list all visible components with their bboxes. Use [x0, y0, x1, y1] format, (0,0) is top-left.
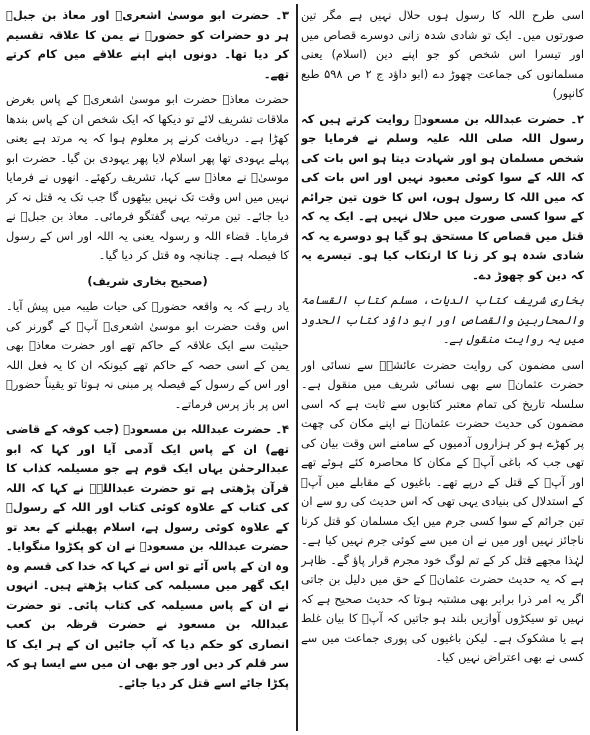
- column-divider: [296, 4, 298, 731]
- right-paragraph-1: اسی طرح اللہ کا رسول ہوں حلال نہیں ہے مگر تین صورتوں میں۔ ایک تو شادی شدہ زانی دوسرے قصاص میں اور تیسرا اس شخص کو جو اپنے دین (اسلام) یعنی مسلمانوں کی جماعت چھوڑ دے (ابو داؤد ج ۲ ص ۵۹۸ طبع کانپور): [301, 8, 584, 100]
- right-reference: بخاری شریف کتاب الدیات، مسلم کتاب القسامۃ والمحاربین والقصاص اور ابو داؤد کتاب الحدود میں یہ روایت منقول ہے۔: [301, 293, 584, 346]
- right-paragraph-2: ۲۔ حضرت عبداللہ بن مسعودؓ روایت کرتے ہیں کہ رسول اللہ صلی اللہ علیہ وسلم نے فرمایا جو شخص مسلمان ہو اور شہادت دیتا ہو اس بات کی کہ اللہ کے سوا کوئی معبود نہیں اور اس بات کی کہ میں اللہ کا رسول ہوں، اس کا خون تین جرائم کے سوا کسی صورت میں حلال نہیں ہے۔ ایک یہ کہ قتل میں قصاص کا مستحق ہو گیا ہو دوسرے یہ کہ شادی شدہ ہو کر زنا کا ارتکاب کیا ہو۔ تیسرے یہ کہ دین کو چھوڑ دے۔: [301, 111, 584, 282]
- left-column: [6, 6, 289, 730]
- right-paragraph-3: اسی مضمون کی روایت حضرت عائشہؓ سے نسائی اور حضرت عثمانؓ سے بھی نسائی شریف میں منقول ہے۔ سلسلہ تاریخ کی تمام معتبر کتابوں سے ثابت ہے کہ اسی مضمون کی حدیث حضرت عثمانؓ نے اپنے مکان کی چھت پر کھڑے ہو کر ہزاروں آدمیوں کے سامنے اس وقت بیان کی تھی جب کہ باغی آپؓ کے مکان کا محاصرہ کئے ہوئے تھے اور آپؓ کے قتل کے درپے تھے۔ باغیوں کے مقابلے میں آپؓ کے استدلال کی بنیادی یہی تھی کہ اس حدیث کی رو سے ان تین جرائم کے سوا کسی جرم میں ایک مسلمان کو قتل کرنا ناجائز نہیں اور میں نے ان میں سے کوئی جرم نہیں کیا ہے۔ لہٰذا مجھے قتل کر کے تم لوگ خود مجرم قرار پاؤ گے۔ ظاہر ہے کہ یہ حدیث حضرت عثمانؓ کے حق میں دلیل بن جاتی اگر یہ امر ذرا برابر بھی مشتبہ ہوتا کہ حدیث صحیح ہے کہ نہیں تو سیکڑوں آوازیں بلند ہو جاتیں کہ آپؓ کا بیان غلط ہے یا مشکوک ہے۔ لیکن باغیوں کی پوری جماعت میں سے کسی نے بھی اعتراض نہیں کیا۔: [301, 357, 584, 664]
- left-paragraph-1: ۳۔ حضرت ابو موسیٰ اشعریؓ اور معاذ بن جبلؓ ہر دو حضرات کو حضورؐ نے یمن کا علاقہ تقسیم کر دیا تھا۔ دونوں اپنے اپنے علاقے میں کام کرتے تھے۔: [6, 8, 289, 81]
- left-paragraph-3: یاد رہے کہ یہ واقعہ حضورؐ کی حیات طیبہ میں پیش آیا۔ اس وقت حضرت ابو موسیٰ اشعریؓ آپؐ کے گورنر کی حیثیت سے ایک علاقہ کے حاکم تھے اور حضرت معاذؓ بھی یمن کے اسی حصہ کے حاکم تھے کیونکہ ان کا یہ فعل اللہ اور اس کے رسول کے فیصلہ پر مبنی نہ ہوتا تو یقیناً حضورؐ اس پر باز پرس فرماتے۔: [6, 299, 289, 411]
- right-column: [301, 6, 584, 730]
- left-paragraph-4: ۴۔ حضرت عبداللہ بن مسعودؓ (جب کوفہ کے قاضی تھے) ان کے پاس ایک آدمی آیا اور کہا کہ ابو عبدالرحمٰن یہاں ایک قوم ہے جو مسیلمہ کذاب کا قرآن پڑھتی ہے تو حضرت عبداللہؓ نے کہا کہ اللہ کی کتاب کے علاوہ کوئی کتاب اور اللہ کے رسولؐ کے علاوہ کوئی رسول ہے، اسلام پھیلنے کے بعد تو حضرت عبداللہ بن مسعودؓ نے ان کو پکڑوا منگوایا۔ وہ ان کے پاس آئے تو اس نے کہا کہ خدا کی قسم وہ ایک گھر میں مسیلمہ کی کتاب پڑھتے ہیں۔ انہوں نے ان کے پاس مسیلمہ کی کتاب پائی۔ تو حضرت عبداللہ بن مسعود نے حضرت قرظہ بن کعب انصاری کو حکم دیا کہ آپ جائیں ان کے ہر ایک کا سر قلم کر دیں اور جو بھی ان میں سے ایسا ہو کہ پکڑا جائے اسے قتل کر دیا جائے۔: [6, 422, 289, 690]
- left-citation: (صحیح بخاری شریف): [87, 273, 208, 288]
- left-paragraph-2: حضرت معاذؓ حضرت ابو موسیٰ اشعریؓ کے پاس بغرض ملاقات تشریف لائے تو دیکھا کہ ایک شخص ان کے پاس بندھا کھڑا ہے۔ دریافت کرنے پر معلوم ہوا کہ یہ مرتد ہے یعنی پہلے یہودی تھا پھر اسلام لایا پھر یہودی بن گیا۔ حضرت ابو موسیٰؓ نے معاذؓ سے کہا، تشریف رکھئے۔ انھوں نے فرمایا نہیں میں اس وقت تک نہیں بیٹھوں گا جب تک یہ قتل نہ کر دیا جائے۔ تین مرتبہ یہی گفتگو فرمائی۔ معاذ بن جبلؓ نے فرمایا۔ قضاء اللہ و رسولہ یعنی یہ اللہ اور اس کے رسول کا فیصلہ ہے۔ چنانچہ وہ قتل کر دیا گیا۔: [6, 92, 289, 262]
